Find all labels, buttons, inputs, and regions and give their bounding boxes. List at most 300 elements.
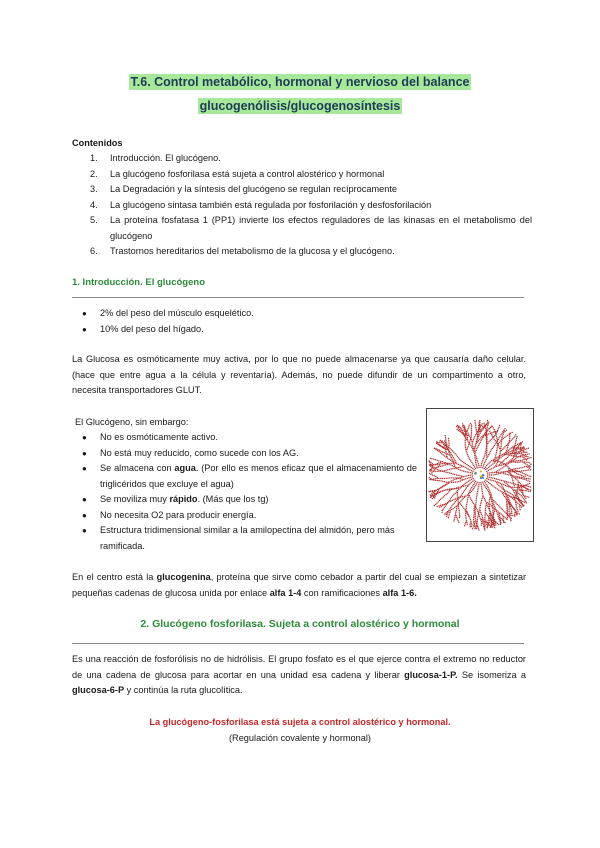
glucose-unit — [524, 473, 525, 474]
glucose-unit — [456, 474, 457, 475]
bullet-item: ● Estructura tridimensional similar a la amilopectina del almidón, pero más ramificada. — [72, 523, 417, 554]
glucose-unit — [491, 439, 492, 440]
glucose-unit — [443, 496, 444, 497]
glucose-unit — [474, 453, 475, 454]
glucose-unit — [502, 515, 503, 516]
glucose-unit — [433, 464, 434, 465]
glucose-unit — [503, 471, 504, 472]
glycogenin-paragraph: En el centro está la glucogenina, proteína que sirve como cebador a partir del cual se empiezan a sintetizar pequeñas cadenas de glucosa unida por enlace alfa 1-4 con ramificaciones alfa 1-6. — [72, 572, 527, 598]
glucose-unit — [528, 448, 529, 449]
glucose-unit — [520, 503, 521, 504]
glucose-unit — [447, 512, 448, 513]
glucose-unit — [465, 483, 466, 484]
glucose-unit — [523, 495, 524, 496]
glucose-unit — [468, 457, 469, 458]
glucose-unit — [480, 467, 481, 468]
glucose-unit — [513, 508, 514, 509]
glucose-unit — [439, 507, 440, 508]
glucose-unit — [515, 462, 516, 463]
glucose-unit — [495, 503, 496, 504]
glucose-unit — [464, 476, 465, 477]
glucose-unit — [429, 470, 430, 471]
glucose-unit — [471, 441, 472, 442]
glucose-unit — [482, 493, 483, 494]
glucose-unit — [437, 480, 438, 481]
glucose-unit — [467, 447, 468, 448]
glucose-unit — [468, 465, 469, 466]
glucose-unit — [482, 522, 483, 523]
glucose-unit — [480, 429, 481, 430]
glucose-unit — [487, 420, 488, 421]
glucose-unit — [489, 515, 490, 516]
glucose-unit — [452, 495, 453, 496]
glucose-unit — [449, 489, 450, 490]
glucose-unit — [440, 499, 441, 500]
contents-item: 1. Introducción. El glucógeno. — [90, 153, 221, 163]
glucose-unit — [498, 482, 499, 483]
glucose-unit — [522, 441, 523, 442]
glucose-unit — [470, 488, 471, 489]
glucose-unit — [440, 480, 441, 481]
glucose-unit — [493, 517, 494, 518]
glucose-unit — [520, 445, 521, 446]
glucose-unit — [438, 466, 439, 467]
glucose-unit — [501, 444, 502, 445]
glucose-unit — [480, 437, 481, 438]
glucose-unit — [474, 436, 475, 437]
glucose-unit — [476, 456, 477, 457]
glucose-unit — [469, 492, 470, 493]
glucose-unit — [447, 503, 448, 504]
glucose-unit — [439, 445, 440, 446]
glucose-unit — [475, 485, 476, 486]
glucose-unit — [512, 507, 513, 508]
glucose-unit — [508, 482, 509, 483]
glucose-unit — [471, 467, 472, 468]
glucose-unit — [492, 463, 493, 464]
glucose-unit — [512, 475, 513, 476]
glucose-unit — [520, 461, 521, 462]
glucose-unit — [450, 498, 451, 499]
glucose-unit — [507, 517, 508, 518]
glucose-unit — [493, 525, 494, 526]
glucose-unit — [474, 526, 475, 527]
glucose-unit — [522, 490, 523, 491]
glucose-unit — [456, 510, 457, 511]
glucose-unit — [473, 465, 474, 466]
glucose-unit — [458, 504, 459, 505]
glucose-unit — [519, 507, 520, 508]
glucose-unit — [509, 433, 510, 434]
glucose-unit — [476, 528, 477, 529]
glucose-unit — [452, 450, 453, 451]
glucose-unit — [494, 445, 495, 446]
bullet-item: ● No necesita O2 para producir energía. — [72, 508, 417, 524]
glucose-unit — [513, 461, 514, 462]
glucose-unit — [508, 492, 509, 493]
glucose-unit — [493, 431, 494, 432]
glucose-unit — [499, 506, 500, 507]
glucose-unit — [435, 476, 436, 477]
glucose-unit — [521, 449, 522, 450]
glucose-unit — [522, 486, 523, 487]
glucose-unit — [448, 517, 449, 518]
glucose-unit — [518, 448, 519, 449]
glucose-unit — [497, 460, 498, 461]
glucose-unit — [524, 449, 525, 450]
glucose-unit — [484, 525, 485, 526]
glucose-unit — [516, 460, 517, 461]
contents-item: 4. La glucógeno sintasa también está regulada por fosforilación y desfosforilación — [90, 199, 432, 210]
glucose-unit — [514, 493, 515, 494]
glucose-unit — [459, 510, 460, 511]
glucose-unit — [496, 466, 497, 467]
glucose-unit — [459, 487, 460, 488]
glucose-unit — [474, 486, 475, 487]
glucose-unit — [521, 506, 522, 507]
glucose-unit — [482, 491, 483, 492]
glucose-unit — [488, 491, 489, 492]
glucose-unit — [485, 480, 486, 481]
glucose-unit — [463, 498, 464, 499]
glucose-unit — [522, 461, 523, 462]
glucose-unit — [448, 441, 449, 442]
glucose-unit — [465, 442, 466, 443]
glucose-unit — [467, 478, 468, 479]
section-1-heading: 1. Introducción. El glucógeno — [72, 277, 206, 288]
glucose-unit — [444, 445, 445, 446]
glucose-unit — [498, 516, 499, 517]
glucose-unit — [509, 454, 510, 455]
glucose-unit — [489, 483, 490, 484]
glucose-unit — [453, 458, 454, 459]
contents-item: 6. Trastornos hereditarios del metabolismo de la glucosa y el glucógeno. — [90, 246, 395, 256]
glucose-unit — [484, 462, 485, 463]
glucose-unit — [495, 454, 496, 455]
glucose-unit — [465, 443, 466, 444]
glucose-unit — [484, 456, 485, 457]
glucose-unit — [469, 469, 470, 470]
glucose-unit — [471, 428, 472, 429]
glucose-unit — [485, 469, 486, 470]
glucose-unit — [488, 516, 489, 517]
glucose-unit — [523, 451, 524, 452]
glucose-unit — [521, 470, 522, 471]
glucose-unit — [431, 479, 432, 480]
glucose-unit — [457, 518, 458, 519]
glucose-unit — [457, 494, 458, 495]
glucose-unit — [458, 481, 459, 482]
glucose-unit — [500, 446, 501, 447]
glucose-unit — [466, 504, 467, 505]
glucose-unit — [450, 460, 451, 461]
glucose-unit — [478, 430, 479, 431]
glucose-unit — [488, 422, 489, 423]
glucose-unit — [448, 482, 449, 483]
glucose-unit — [439, 480, 440, 481]
glucose-unit — [498, 524, 499, 525]
glucose-unit — [529, 483, 530, 484]
glucose-unit — [492, 485, 493, 486]
glucose-unit — [511, 505, 512, 506]
glucose-unit — [527, 484, 528, 485]
glucose-unit — [512, 432, 513, 433]
glucose-unit — [480, 482, 481, 483]
glucose-unit — [465, 495, 466, 496]
glucose-unit — [499, 479, 500, 480]
glucose-unit — [508, 485, 509, 486]
glucose-unit — [472, 471, 473, 472]
glucose-unit — [514, 456, 515, 457]
glucose-unit — [516, 495, 517, 496]
glucose-unit — [483, 458, 484, 459]
glucose-unit — [494, 474, 495, 475]
glucose-unit — [454, 460, 455, 461]
glucose-unit — [468, 481, 469, 482]
glucose-unit — [483, 524, 484, 525]
glucose-unit — [528, 465, 529, 466]
glucose-unit — [525, 488, 526, 489]
glucose-unit — [465, 515, 466, 516]
glucose-unit — [530, 489, 531, 490]
glucose-unit — [527, 464, 528, 465]
glucose-unit — [524, 461, 525, 462]
glucose-unit — [491, 426, 492, 427]
glucose-unit — [440, 452, 441, 453]
glucose-unit — [485, 510, 486, 511]
glucose-unit — [520, 490, 521, 491]
glucose-unit — [450, 507, 451, 508]
glucose-unit — [448, 491, 449, 492]
glucose-unit — [520, 442, 521, 443]
glucose-unit — [526, 452, 527, 453]
glucose-unit — [446, 504, 447, 505]
glucose-unit — [502, 467, 503, 468]
glucose-unit — [508, 474, 509, 475]
glucose-unit — [500, 448, 501, 449]
glucose-unit — [513, 437, 514, 438]
glucose-unit — [494, 439, 495, 440]
glucose-unit — [456, 467, 457, 468]
glucose-unit — [458, 427, 459, 428]
glucose-unit — [487, 485, 488, 486]
glucose-unit — [500, 524, 501, 525]
glucose-unit — [487, 506, 488, 507]
glucose-unit — [516, 436, 517, 437]
glucose-unit — [454, 507, 455, 508]
glucose-unit — [462, 496, 463, 497]
glucose-unit — [524, 452, 525, 453]
glucose-unit — [459, 459, 460, 460]
glucose-unit — [444, 470, 445, 471]
glucose-unit — [485, 424, 486, 425]
glucose-unit — [524, 499, 525, 500]
glucose-unit — [432, 494, 433, 495]
glucose-unit — [468, 472, 469, 473]
glucose-unit — [488, 523, 489, 524]
glucose-unit — [529, 468, 530, 469]
glucose-unit — [507, 444, 508, 445]
glucose-unit — [495, 434, 496, 435]
glucose-unit — [494, 462, 495, 463]
glucose-unit — [489, 477, 490, 478]
glucose-unit — [435, 494, 436, 495]
glucose-unit — [489, 494, 490, 495]
glucose-unit — [445, 464, 446, 465]
glucose-unit — [530, 486, 531, 487]
glucose-unit — [464, 509, 465, 510]
glucose-unit — [485, 513, 486, 514]
glucose-unit — [484, 528, 485, 529]
glucose-unit — [445, 439, 446, 440]
glucose-unit — [445, 451, 446, 452]
glucose-unit — [434, 469, 435, 470]
glucose-unit — [528, 457, 529, 458]
glucose-unit — [456, 478, 457, 479]
glucose-unit — [507, 491, 508, 492]
glucose-unit — [459, 511, 460, 512]
glucose-unit — [489, 469, 490, 470]
glucose-unit — [449, 500, 450, 501]
glucose-unit — [503, 494, 504, 495]
glucose-unit — [471, 462, 472, 463]
glucose-unit — [448, 449, 449, 450]
glucose-unit — [472, 528, 473, 529]
glucose-unit — [485, 482, 486, 483]
glucose-unit — [519, 474, 520, 475]
glucose-unit — [483, 526, 484, 527]
glucose-unit — [476, 433, 477, 434]
glucose-unit — [468, 477, 469, 478]
glucose-unit — [477, 436, 478, 437]
glucose-unit — [494, 527, 495, 528]
glucose-unit — [473, 510, 474, 511]
glucose-unit — [521, 495, 522, 496]
glucose-unit — [486, 468, 487, 469]
glucose-unit — [521, 452, 522, 453]
glucose-unit — [510, 473, 511, 474]
glucose-unit — [522, 496, 523, 497]
glucose-unit — [430, 497, 431, 498]
regulation-note: La glucógeno-fosforilasa está sujeta a control alostérico y hormonal. — [149, 717, 451, 727]
glucose-unit — [456, 454, 457, 455]
glucose-unit — [453, 461, 454, 462]
glucose-unit — [489, 522, 490, 523]
glucose-unit — [487, 472, 488, 473]
glucose-unit — [437, 489, 438, 490]
glucose-unit — [522, 478, 523, 479]
glucose-unit — [436, 490, 437, 491]
glucose-unit — [500, 518, 501, 519]
glucose-unit — [457, 497, 458, 498]
glucose-unit — [498, 485, 499, 486]
glucose-unit — [519, 478, 520, 479]
glucose-unit — [480, 475, 482, 477]
glucose-unit — [525, 485, 526, 486]
glucose-unit — [479, 420, 480, 421]
glucose-unit — [472, 463, 473, 464]
glucose-unit — [496, 442, 497, 443]
glucose-unit — [466, 518, 467, 519]
glucose-unit — [473, 439, 474, 440]
glucose-unit — [507, 447, 508, 448]
glucose-unit — [497, 470, 498, 471]
glucose-unit — [515, 453, 516, 454]
glucose-unit — [486, 437, 487, 438]
glucose-unit — [475, 512, 476, 513]
glucose-unit — [512, 488, 513, 489]
bullet-item: ● 2% del peso del músculo esquelético. — [72, 306, 522, 322]
glucose-unit — [490, 440, 491, 441]
glucose-unit — [457, 499, 458, 500]
glucose-unit — [471, 430, 472, 431]
glucose-unit — [467, 471, 468, 472]
glucose-unit — [503, 487, 504, 488]
glucose-unit — [483, 428, 484, 429]
glucose-unit — [439, 488, 440, 489]
glucose-unit — [458, 475, 459, 476]
glucose-unit — [496, 448, 497, 449]
glucose-unit — [500, 520, 501, 521]
glucose-unit — [506, 485, 507, 486]
glucose-unit — [447, 478, 448, 479]
glucose-unit — [444, 507, 445, 508]
glucose-unit — [434, 497, 435, 498]
glucose-unit — [458, 426, 459, 427]
glucose-unit — [503, 510, 504, 511]
glucose-unit — [487, 476, 488, 477]
glucose-unit — [506, 448, 507, 449]
glucose-unit — [461, 465, 462, 466]
glucose-unit — [524, 490, 525, 491]
glucose-unit — [496, 460, 497, 461]
glucose-unit — [466, 502, 467, 503]
glucose-unit — [468, 484, 469, 485]
glucose-unit — [497, 439, 498, 440]
glucose-unit — [445, 484, 446, 485]
glucose-unit — [452, 465, 453, 466]
glucose-unit — [458, 457, 459, 458]
glucose-unit — [514, 515, 515, 516]
glucose-unit — [503, 438, 504, 439]
glucose-unit — [511, 440, 512, 441]
glucose-unit — [438, 478, 439, 479]
glucose-unit — [522, 477, 523, 478]
glucose-unit — [517, 468, 518, 469]
glucose-unit — [500, 468, 501, 469]
glucose-unit — [479, 507, 480, 508]
glucose-unit — [499, 512, 500, 513]
glucose-unit — [503, 447, 504, 448]
glucose-unit — [516, 498, 517, 499]
glucose-unit — [526, 485, 527, 486]
glucose-unit — [465, 463, 466, 464]
glucose-unit — [486, 471, 487, 472]
glucose-unit — [519, 509, 520, 510]
glucose-unit — [447, 463, 448, 464]
glucose-unit — [476, 439, 477, 440]
glucose-unit — [490, 477, 491, 478]
glucose-unit — [472, 472, 473, 473]
glucose-unit — [524, 496, 525, 497]
glucose-unit — [476, 441, 477, 442]
glucose-unit — [444, 447, 445, 448]
glucose-unit — [508, 502, 509, 503]
glucose-unit — [449, 513, 450, 514]
glucose-unit — [482, 460, 483, 461]
glycogen-structure-figure — [426, 408, 534, 542]
glucose-unit — [440, 466, 441, 467]
